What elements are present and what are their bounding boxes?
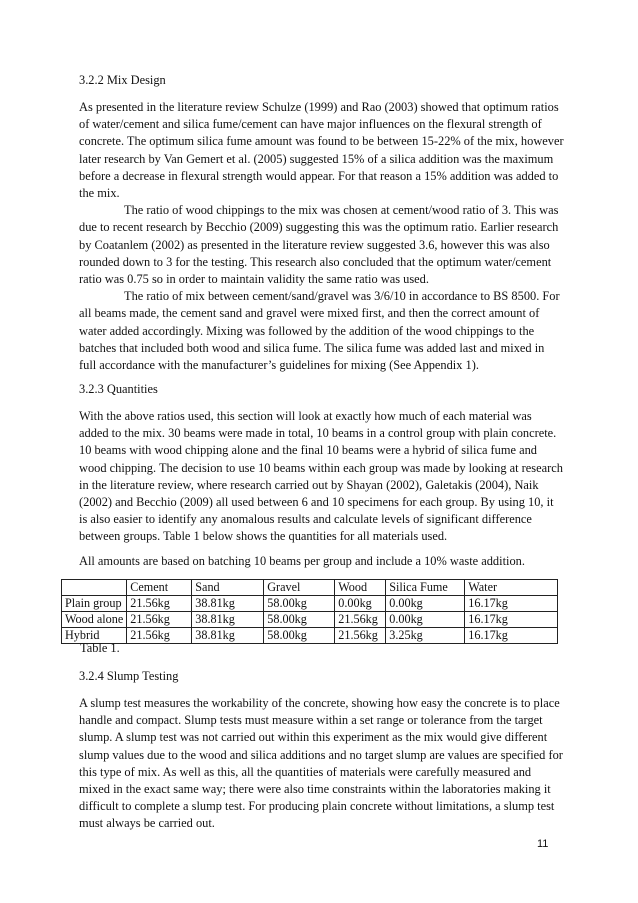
table-cell: Plain group — [62, 596, 127, 612]
table-cell: 21.56kg — [127, 596, 192, 612]
table-header-cell: Sand — [192, 580, 264, 596]
mix-design-body — [79, 99, 564, 374]
slump-testing-paragraph: A slump test measures the workability of the concrete, showing how easy the concrete is to place handle and compact. Slump tests must measure within a set range or tolerance from the target slump. A slump test was not carried out within this experiment as the mix would give different slump values due to the wood and silica additions and no target slump are values are specified for this type of mix. As well as this, all the quantities of materials were carefully measured and mixed in the exact same way; there were also time constraints within the laboratories making it difficult to complete a slump test. For producing plain concrete without limitations, a slump test must always be carried out. — [79, 696, 563, 831]
table-cell: 21.56kg — [127, 628, 192, 644]
table-row — [62, 596, 558, 612]
section-heading-slump-testing: 3.2.4 Slump Testing — [79, 669, 179, 683]
table-row — [62, 612, 558, 628]
table-cell: 21.56kg — [335, 612, 386, 628]
table-cell: 16.17kg — [465, 628, 558, 644]
quantities-paragraph-2: All amounts are based on batching 10 beams per group and include a 10% waste addition. — [79, 554, 525, 568]
quantities-table — [61, 579, 558, 644]
table-cell: Wood alone — [62, 612, 127, 628]
table-cell: Hybrid — [62, 628, 127, 644]
table-header-cell: Silica Fume — [386, 580, 465, 596]
table-row — [62, 628, 558, 644]
mix-design-paragraph-2: The ratio of wood chippings to the mix was chosen at cement/wood ratio of 3. This was due to recent research by Becchio (2009) suggesting this was the optimum ratio. Earlier research by Coatanlem (2002) as presented in the literature review suggested 3.6, however this was also rounded down to 3 for the testing. This research also concluded that the optimum water/cement ratio was 0.75 so in order to maintain validity the same ratio was used. — [79, 203, 559, 287]
table-cell: 38.81kg — [192, 612, 264, 628]
table-cell: 38.81kg — [192, 628, 264, 644]
mix-design-paragraph-1: As presented in the literature review Schulze (1999) and Rao (2003) showed that optimum ratios of water/cement and silica fume/cement can have major influences on the flexural strength of concrete. The optimum silica fume amount was found to be between 15-22% of the mix, however later research by Van Gemert et al. (2005) suggested 15% of a silica addition was the maximum before a decrease in flexural strength would appear. For that reason a 15% addition was added to the mix. — [79, 100, 564, 201]
table-cell: 58.00kg — [264, 628, 335, 644]
table-cell: 3.25kg — [386, 628, 465, 644]
table-header-cell: Wood — [335, 580, 386, 596]
section-heading-quantities: 3.2.3 Quantities — [79, 382, 158, 396]
table-cell: 16.17kg — [465, 596, 558, 612]
table-header-row — [62, 580, 558, 596]
page-number: 11 — [537, 838, 549, 850]
table-cell: 0.00kg — [386, 596, 465, 612]
table-cell: 58.00kg — [264, 596, 335, 612]
mix-design-paragraph-3: The ratio of mix between cement/sand/gravel was 3/6/10 in accordance to BS 8500. For all beams made, the cement sand and gravel were mixed first, and then the correct amount of water added accordingly. Mixing was followed by the addition of the wood chippings to the batches that included both wood and silica fume. The silica fume was added last and mixed in full accordance with the manufacturer’s guidelines for mixing (See Appendix 1). — [79, 289, 560, 373]
table-cell: 0.00kg — [386, 612, 465, 628]
table-cell: 21.56kg — [335, 628, 386, 644]
table-header-cell: Cement — [127, 580, 192, 596]
table-header-cell: Water — [465, 580, 558, 596]
table-caption: Table 1. — [80, 641, 120, 655]
section-heading-mix-design: 3.2.2 Mix Design — [79, 73, 166, 87]
table-cell: 0.00kg — [335, 596, 386, 612]
table-cell: 16.17kg — [465, 612, 558, 628]
quantities-paragraph-1: With the above ratios used, this section will look at exactly how much of each material was added to the mix. 30 beams were made in total, 10 beams in a control group with plain concrete. 10 beams with wood chipping alone and the final 10 beams were a hybrid of silica fume and wood chipping. The decision to use 10 beams within each group was made by looking at research in the literature review, where research carried out by Shayan (2002), Galetakis (2004), Naik (2002) and Becchio (2009) all used between 6 and 10 specimens for each group. By using 10, it is also easier to identify any anomalous results and calculate levels of significant difference between groups. Table 1 below shows the quantities for all materials used. — [79, 409, 563, 544]
table-cell: 21.56kg — [127, 612, 192, 628]
table-cell: 38.81kg — [192, 596, 264, 612]
table-header-cell — [62, 580, 127, 596]
table-cell: 58.00kg — [264, 612, 335, 628]
table-header-cell: Gravel — [264, 580, 335, 596]
